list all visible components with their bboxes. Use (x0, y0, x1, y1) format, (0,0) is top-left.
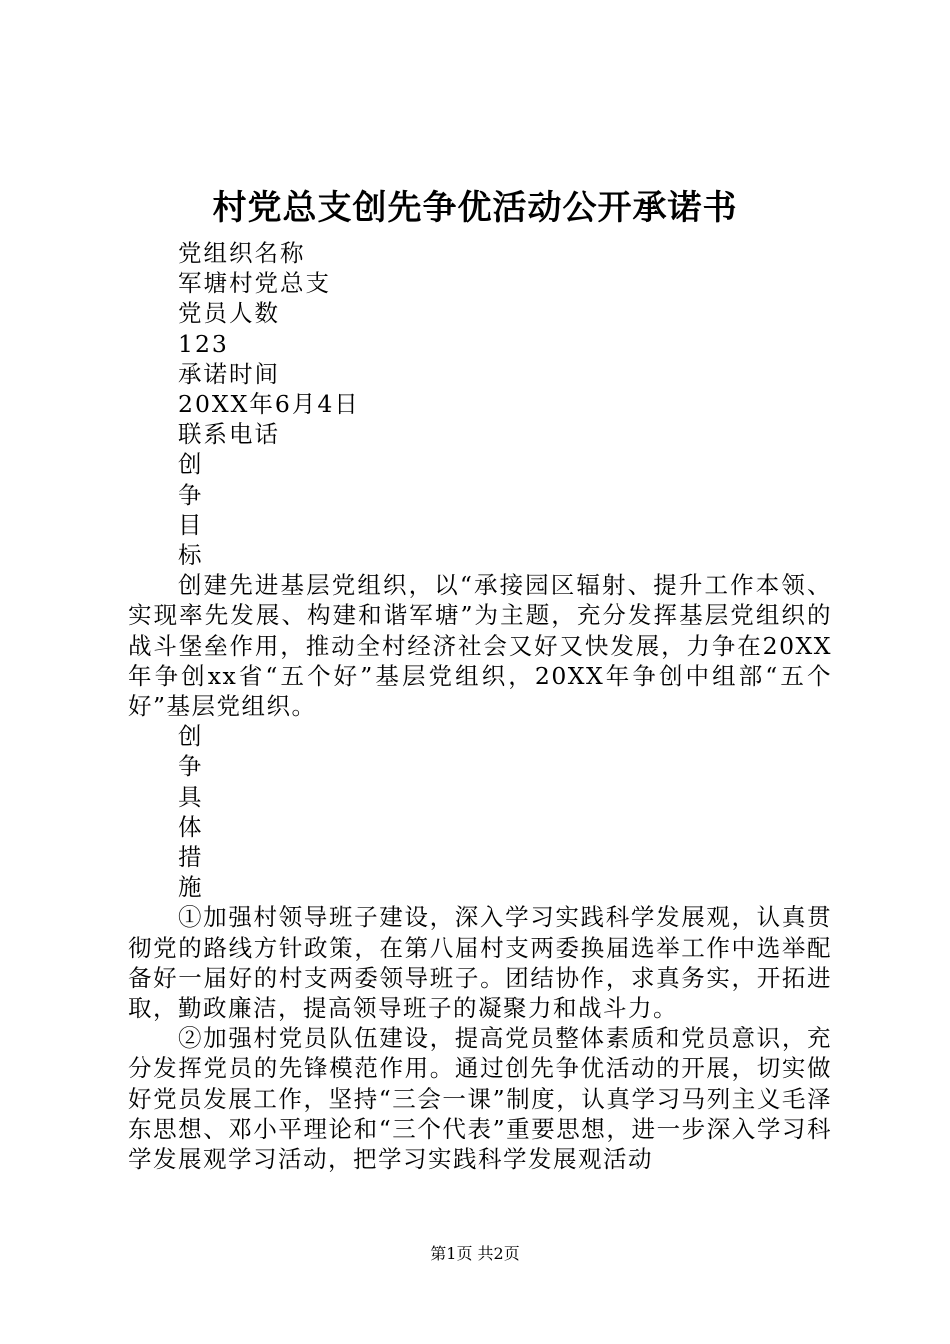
document-body (128, 238, 832, 1174)
goal-paragraph: 创建先进基层党组织，以“承接园区辐射、提升工作本领、实现率先发展、构建和谐军塘”为主题，充分发挥基层党组织的战斗堡垒作用，推动全村经济社会又好又快发展，力争在20XX年争创xx省“五个好”基层党组织，20XX年争创中组部“五个好”基层党组织。 (128, 571, 832, 721)
goal-label-char: 争 (178, 480, 204, 509)
goal-label-char: 标 (178, 541, 204, 570)
measure-paragraph-2: ②加强村党员队伍建设，提高党员整体素质和党员意识，充分发挥党员的先锋模范作用。通过创先争优活动的开展，切实做好党员发展工作，坚持“三会一课”制度，认真学习马列主义毛泽东思想、邓小平理论和“三个代表”重要思想，进一步深入学习科学发展观学习活动，把学习实践科学发展观活动 (128, 1024, 832, 1174)
page-footer: 第1页 共2页 (430, 1244, 520, 1263)
goal-label-char: 目 (178, 510, 204, 539)
field-org-name-value: 军塘村党总支 (178, 269, 331, 298)
document-title: 村党总支创先争优活动公开承诺书 (212, 188, 738, 228)
measures-label-char: 体 (178, 812, 204, 841)
measures-label-char: 施 (178, 873, 204, 902)
goal-label-char: 创 (178, 450, 204, 479)
measures-label-char: 争 (178, 752, 204, 781)
measure-paragraph-1: ①加强村领导班子建设，深入学习实践科学发展观，认真贯彻党的路线方针政策，在第八届村支两委换届选举工作中选举配备好一届好的村支两委领导班子。团结协作，求真务实，开拓进取，勤政廉洁，提高领导班子的凝聚力和战斗力。 (128, 903, 832, 1023)
field-phone-label: 联系电话 (178, 420, 280, 449)
measures-label-char: 创 (178, 722, 204, 751)
field-date-label: 承诺时间 (178, 359, 280, 388)
measures-label-char: 措 (178, 843, 204, 872)
field-org-name-label: 党组织名称 (178, 239, 306, 267)
field-member-count-value: 123 (178, 329, 229, 358)
field-date-value: 20XX年6月4日 (178, 390, 360, 419)
field-member-count-label: 党员人数 (178, 299, 280, 328)
measures-label-char: 具 (178, 782, 204, 811)
